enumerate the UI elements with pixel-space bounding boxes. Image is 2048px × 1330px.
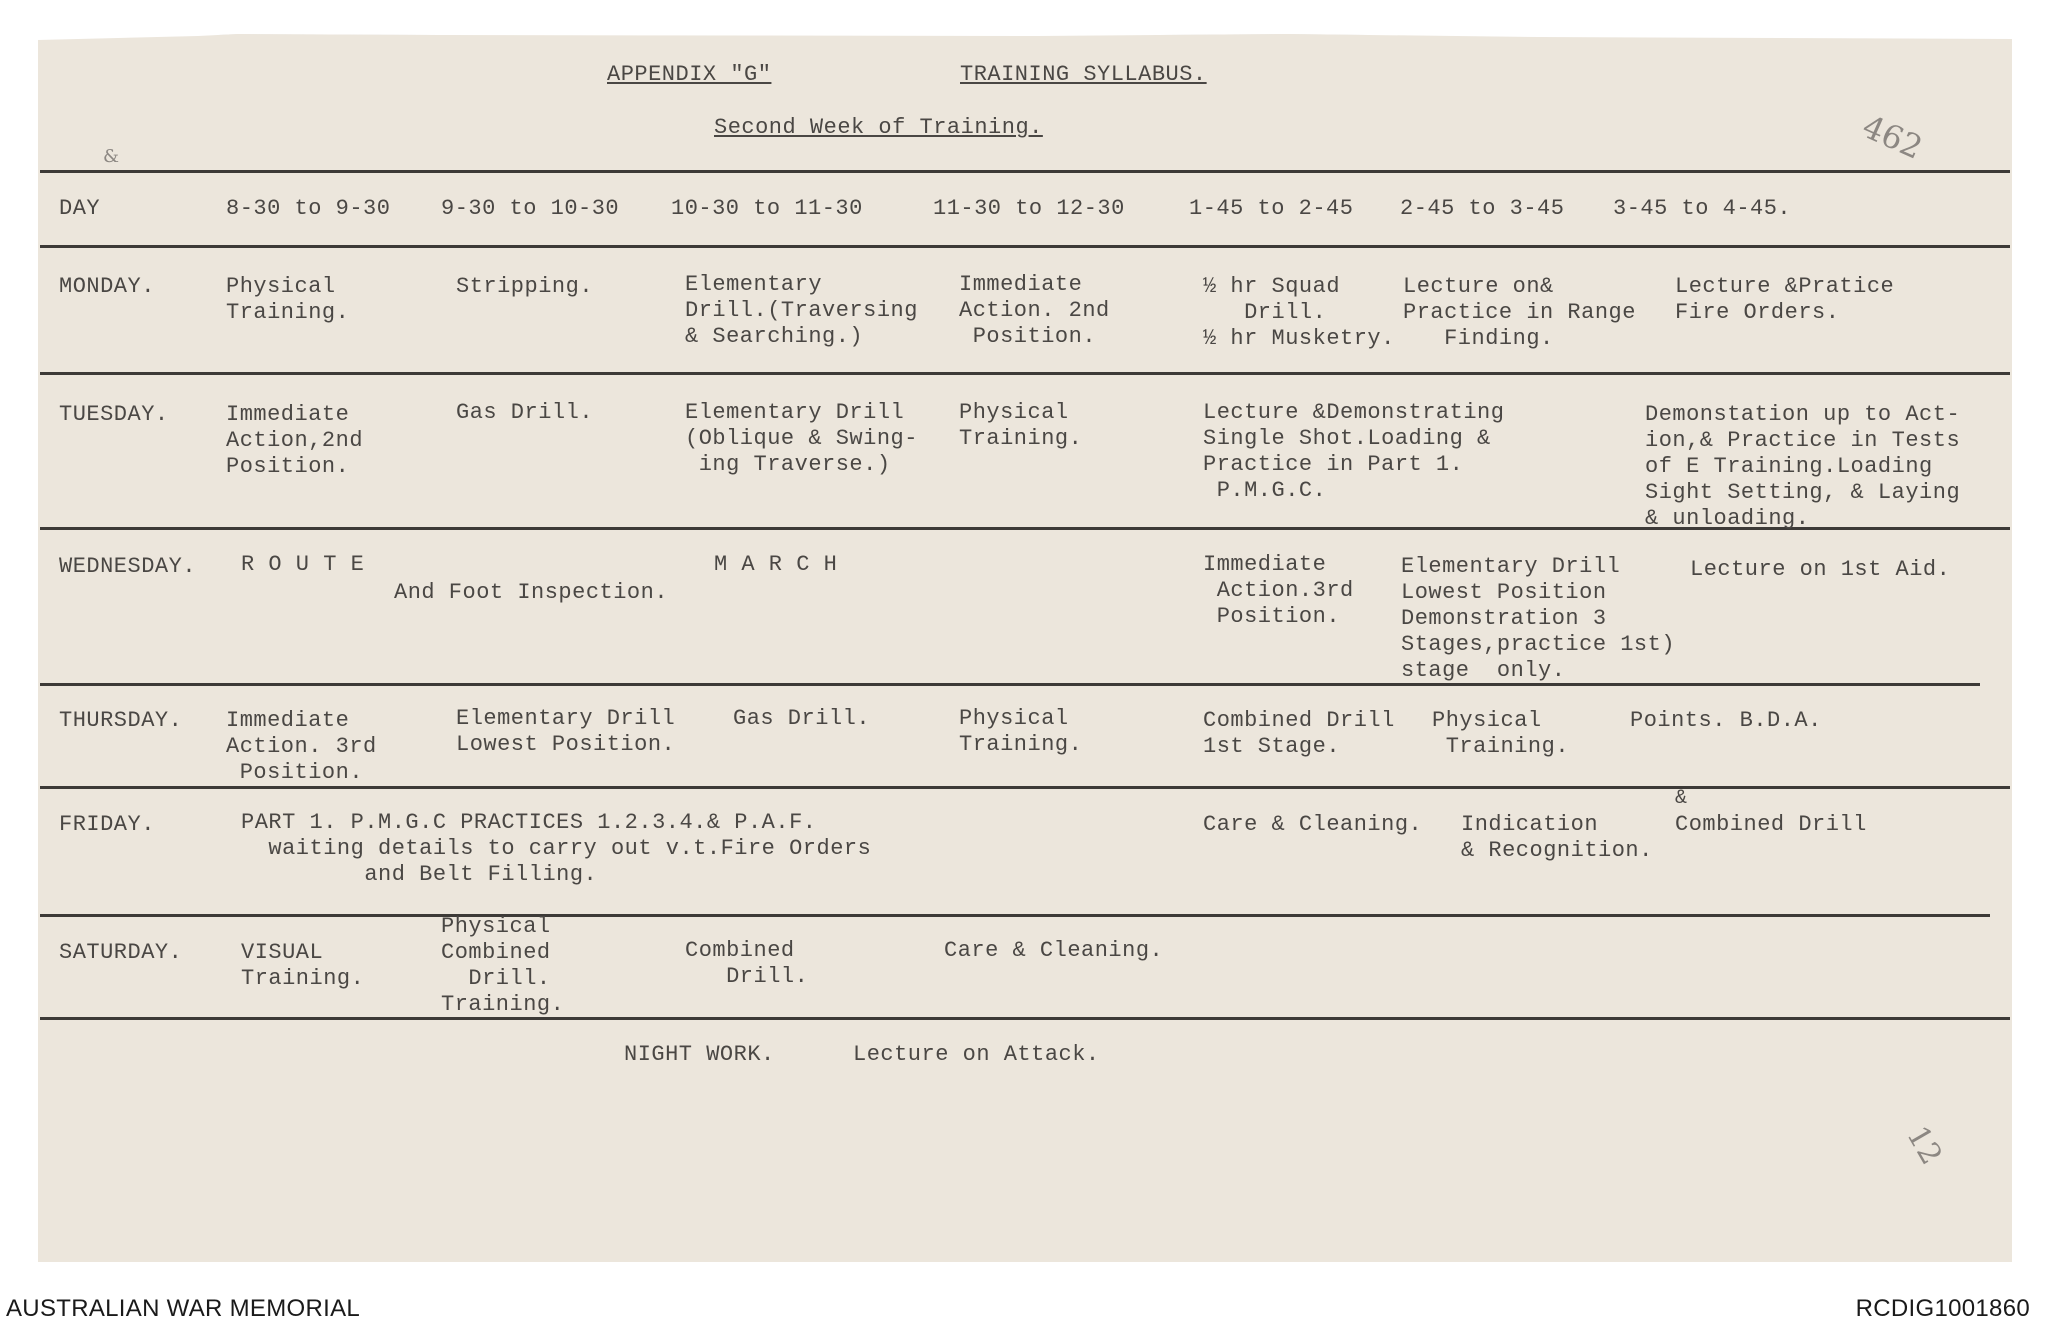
thursday-cell-5: Combined Drill 1st Stage. (1203, 708, 1395, 759)
footer-source: AUSTRALIAN WAR MEMORIAL (6, 1295, 361, 1322)
syllabus-title: TRAINING SYLLABUS. (960, 62, 1207, 87)
corner-mark: & (103, 146, 120, 167)
friday-cell-6: Indication & Recognition. (1461, 812, 1653, 863)
night-work-label: NIGHT WORK. (624, 1042, 775, 1067)
footer-id: RCDIG1001860 (1855, 1295, 2030, 1322)
thursday-day: THURSDAY. (59, 708, 183, 733)
wednesday-route: R O U T E (241, 552, 365, 577)
rule-saturday (40, 1017, 2010, 1020)
tuesday-cell-2: Gas Drill. (456, 400, 594, 425)
rule-thursday (40, 786, 2010, 789)
thursday-cell-2: Elementary Drill Lowest Position. (456, 706, 676, 757)
monday-cell-6: Lecture on& Practice in Range Finding. (1403, 274, 1636, 351)
wednesday-march: M A R C H (714, 552, 838, 577)
wednesday-cell-5: Immediate Action.3rd Position. (1203, 552, 1354, 629)
subtitle: Second Week of Training. (714, 115, 1043, 140)
friday-day: FRIDAY. (59, 812, 155, 837)
rule-header (40, 245, 2010, 248)
monday-cell-3: Elementary Drill.(Traversing & Searching.) (685, 272, 918, 349)
appendix-title: APPENDIX "G" (607, 62, 772, 87)
col-period-4: 11-30 to 12-30 (933, 196, 1125, 221)
rule-monday (40, 372, 2010, 375)
saturday-cell-2: Physical Combined Drill. Training. (441, 914, 565, 1017)
monday-cell-2: Stripping. (456, 274, 594, 299)
tuesday-day: TUESDAY. (59, 402, 169, 427)
col-period-7: 3-45 to 4-45. (1613, 196, 1792, 221)
tuesday-cell-3: Elementary Drill (Oblique & Swing- ing Traverse.) (685, 400, 918, 477)
tuesday-cell-1: Immediate Action,2nd Position. (226, 402, 364, 479)
wednesday-cell-7: Lecture on 1st Aid. (1690, 557, 1951, 582)
page-number-bottom: 12 (1899, 1120, 1949, 1171)
saturday-cell-4: Care & Cleaning. (944, 938, 1164, 963)
monday-cell-5: ½ hr Squad Drill. ½ hr Musketry. (1203, 274, 1395, 351)
friday-cell-7-mark: & (1675, 787, 1688, 810)
night-work-text: Lecture on Attack. (853, 1042, 1100, 1067)
monday-day: MONDAY. (59, 274, 155, 299)
friday-cell-5: Care & Cleaning. (1203, 812, 1423, 837)
tuesday-cell-4: Physical Training. (959, 400, 1083, 451)
col-day: DAY (59, 196, 101, 221)
monday-cell-7: Lecture &Pratice Fire Orders. (1675, 274, 1895, 325)
saturday-cell-1: VISUAL Training. (241, 940, 365, 991)
wednesday-cell-6: Elementary Drill Lowest Position Demonstration 3 Stages,practice 1st) stage only. (1401, 554, 1676, 683)
wednesday-foot-inspection: And Foot Inspection. (394, 580, 669, 605)
friday-practices: PART 1. P.M.G.C PRACTICES 1.2.3.4.& P.A.F. waiting details to carry out v.t.Fire Orders and Belt Filling. (241, 810, 872, 887)
col-period-2: 9-30 to 10-30 (441, 196, 620, 221)
saturday-day: SATURDAY. (59, 940, 183, 965)
col-period-1: 8-30 to 9-30 (226, 196, 391, 221)
tuesday-cell-5: Lecture &Demonstrating Single Shot.Loading & Practice in Part 1. P.M.G.C. (1203, 400, 1505, 503)
monday-cell-1: Physical Training. (226, 274, 350, 325)
monday-cell-4: Immediate Action. 2nd Position. (959, 272, 1110, 349)
col-period-3: 10-30 to 11-30 (671, 196, 863, 221)
friday-cell-7: Combined Drill (1675, 812, 1867, 837)
rule-friday (40, 914, 1990, 917)
rule-wednesday (40, 683, 1980, 686)
col-period-6: 2-45 to 3-45 (1400, 196, 1565, 221)
thursday-cell-6: Physical Training. (1432, 708, 1570, 759)
col-period-5: 1-45 to 2-45 (1189, 196, 1354, 221)
tuesday-cell-7: Demonstation up to Act- ion,& Practice in Tests of E Training.Loading Sight Setting, & Laying & unloading. (1645, 402, 1961, 531)
wednesday-day: WEDNESDAY. (59, 554, 197, 579)
rule-top (40, 170, 2010, 173)
thursday-cell-1: Immediate Action. 3rd Position. (226, 708, 377, 785)
thursday-cell-7: Points. B.D.A. (1630, 708, 1822, 733)
thursday-cell-4: Physical Training. (959, 706, 1083, 757)
page-number-top: 462 (1856, 107, 1929, 167)
saturday-cell-3: Combined Drill. (685, 938, 809, 989)
thursday-cell-3: Gas Drill. (733, 706, 871, 731)
